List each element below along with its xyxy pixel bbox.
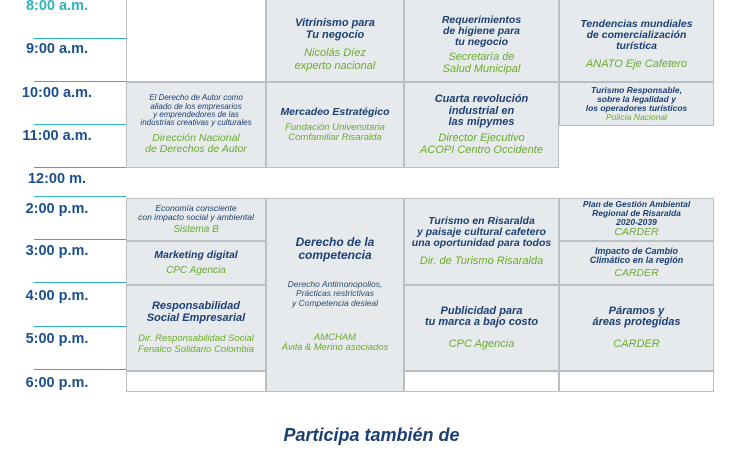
time-label: 10:00 a.m.	[21, 85, 93, 101]
time-label: 8:00 a.m.	[25, 0, 89, 14]
time-label: 11:00 a.m.	[22, 128, 92, 144]
time-label: 9:00 a.m.	[25, 41, 89, 57]
session-organizer: Secretaría de Salud Municipal	[442, 50, 521, 76]
session-organizer: CARDER	[614, 266, 659, 279]
session-title: Plan de Gestión Ambiental Regional de Risaralda 2020-2039	[582, 199, 691, 228]
session-description: Derecho Antimonopolios, Prácticas restrictivas y Competencia desleal	[287, 278, 383, 309]
session-organizer: Nicolás Díez experto nacional	[294, 47, 376, 72]
session-organizer: Director Ejecutivo ACOPI Centro Occidente	[420, 131, 543, 156]
empty-slot	[126, 371, 266, 392]
session-title: Requerimientos de higiene para tu negocio	[441, 13, 522, 48]
session-organizer: CARDER	[614, 226, 659, 239]
session-turismo-responsable[interactable]	[559, 82, 714, 126]
session-title: Tendencias mundiales de comercialización turística	[580, 18, 693, 53]
time-label: 5:00 p.m.	[25, 331, 89, 347]
divider	[34, 196, 126, 197]
session-requerimientos-higiene[interactable]	[404, 0, 559, 82]
session-derecho-autor[interactable]	[126, 82, 266, 168]
session-title: Mercadeo Estratégico	[280, 105, 390, 118]
empty-slot	[559, 371, 714, 392]
divider	[34, 369, 126, 370]
session-plan-gestion-ambiental[interactable]	[559, 198, 714, 241]
divider	[34, 81, 126, 82]
time-label: 3:00 p.m.	[25, 243, 89, 259]
session-title: Cuarta revolución industrial en las mipymes	[434, 93, 529, 129]
session-organizer: Dir. de Turismo Risaralda	[419, 254, 544, 267]
session-title: Responsabilidad Social Empresarial	[146, 300, 246, 324]
session-title: El Derecho de Autor como aliado de los empresarios y emprendedores de las industrias creativas y culturales	[140, 93, 252, 128]
footer-heading: Participa también de	[283, 425, 460, 445]
time-label: 2:00 p.m.	[25, 201, 89, 217]
session-organizer: CPC Agencia	[448, 338, 515, 350]
time-label: 6:00 p.m.	[25, 375, 89, 391]
session-title: Vitrinismo para Tu negocio	[295, 17, 375, 41]
divider	[34, 167, 126, 168]
empty-slot	[126, 0, 266, 82]
session-organizer: Sistema B	[173, 223, 219, 235]
session-organizer: Dirección Nacional de Derechos de Autor	[145, 131, 247, 156]
session-title: Marketing digital	[154, 249, 238, 262]
session-mercadeo-estrategico[interactable]	[266, 82, 404, 168]
session-organizer: AMCHAM Ávila & Merino asociados	[281, 331, 389, 354]
time-label: 4:00 p.m.	[25, 288, 89, 304]
session-cuarta-revolucion[interactable]	[404, 82, 559, 168]
divider	[34, 282, 126, 283]
session-organizer: Policía Nacional	[606, 111, 667, 122]
session-title: Turismo en Risaralda y paisaje cultural cafetero una oportunidad para todos	[411, 214, 552, 249]
empty-slot	[404, 371, 559, 392]
session-paramos[interactable]	[559, 285, 714, 371]
session-organizer: Dir. Responsabilidad Social Fenalco Solidario Colombia	[137, 333, 255, 355]
time-label: 12:00 m.	[27, 171, 87, 187]
session-marketing-digital[interactable]	[126, 241, 266, 285]
session-organizer: CARDER	[613, 338, 660, 350]
session-title: Turismo Responsable, sobre la legalidad y los operadores turísticos	[585, 84, 688, 113]
session-derecho-competencia[interactable]	[266, 198, 404, 392]
session-economia-consciente[interactable]	[126, 198, 266, 241]
session-publicidad[interactable]	[404, 285, 559, 371]
session-title: Publicidad para tu marca a bajo costo	[424, 304, 539, 329]
session-organizer: Fundación Universitaria Comfamiliar Risaralda	[285, 121, 385, 143]
session-tendencias-mundiales[interactable]	[559, 0, 714, 82]
session-title: Derecho de la competencia	[295, 235, 375, 262]
session-organizer: ANATO Eje Cafetero	[585, 58, 688, 71]
session-vitrinismo[interactable]	[266, 0, 404, 82]
session-turismo-risaralda[interactable]	[404, 198, 559, 285]
session-title: Páramos y áreas protegidas	[592, 304, 681, 329]
session-impacto-cambio-climatico[interactable]	[559, 241, 714, 285]
session-title: Economía consciente con impacto social y ambiental	[138, 203, 254, 222]
session-title: Impacto de Cambio Climático en la región	[589, 245, 684, 266]
divider	[34, 38, 126, 39]
session-responsabilidad-social[interactable]	[126, 285, 266, 371]
session-organizer: CPC Agencia	[166, 264, 226, 276]
divider	[34, 124, 126, 125]
divider	[34, 326, 126, 327]
divider	[34, 239, 126, 240]
